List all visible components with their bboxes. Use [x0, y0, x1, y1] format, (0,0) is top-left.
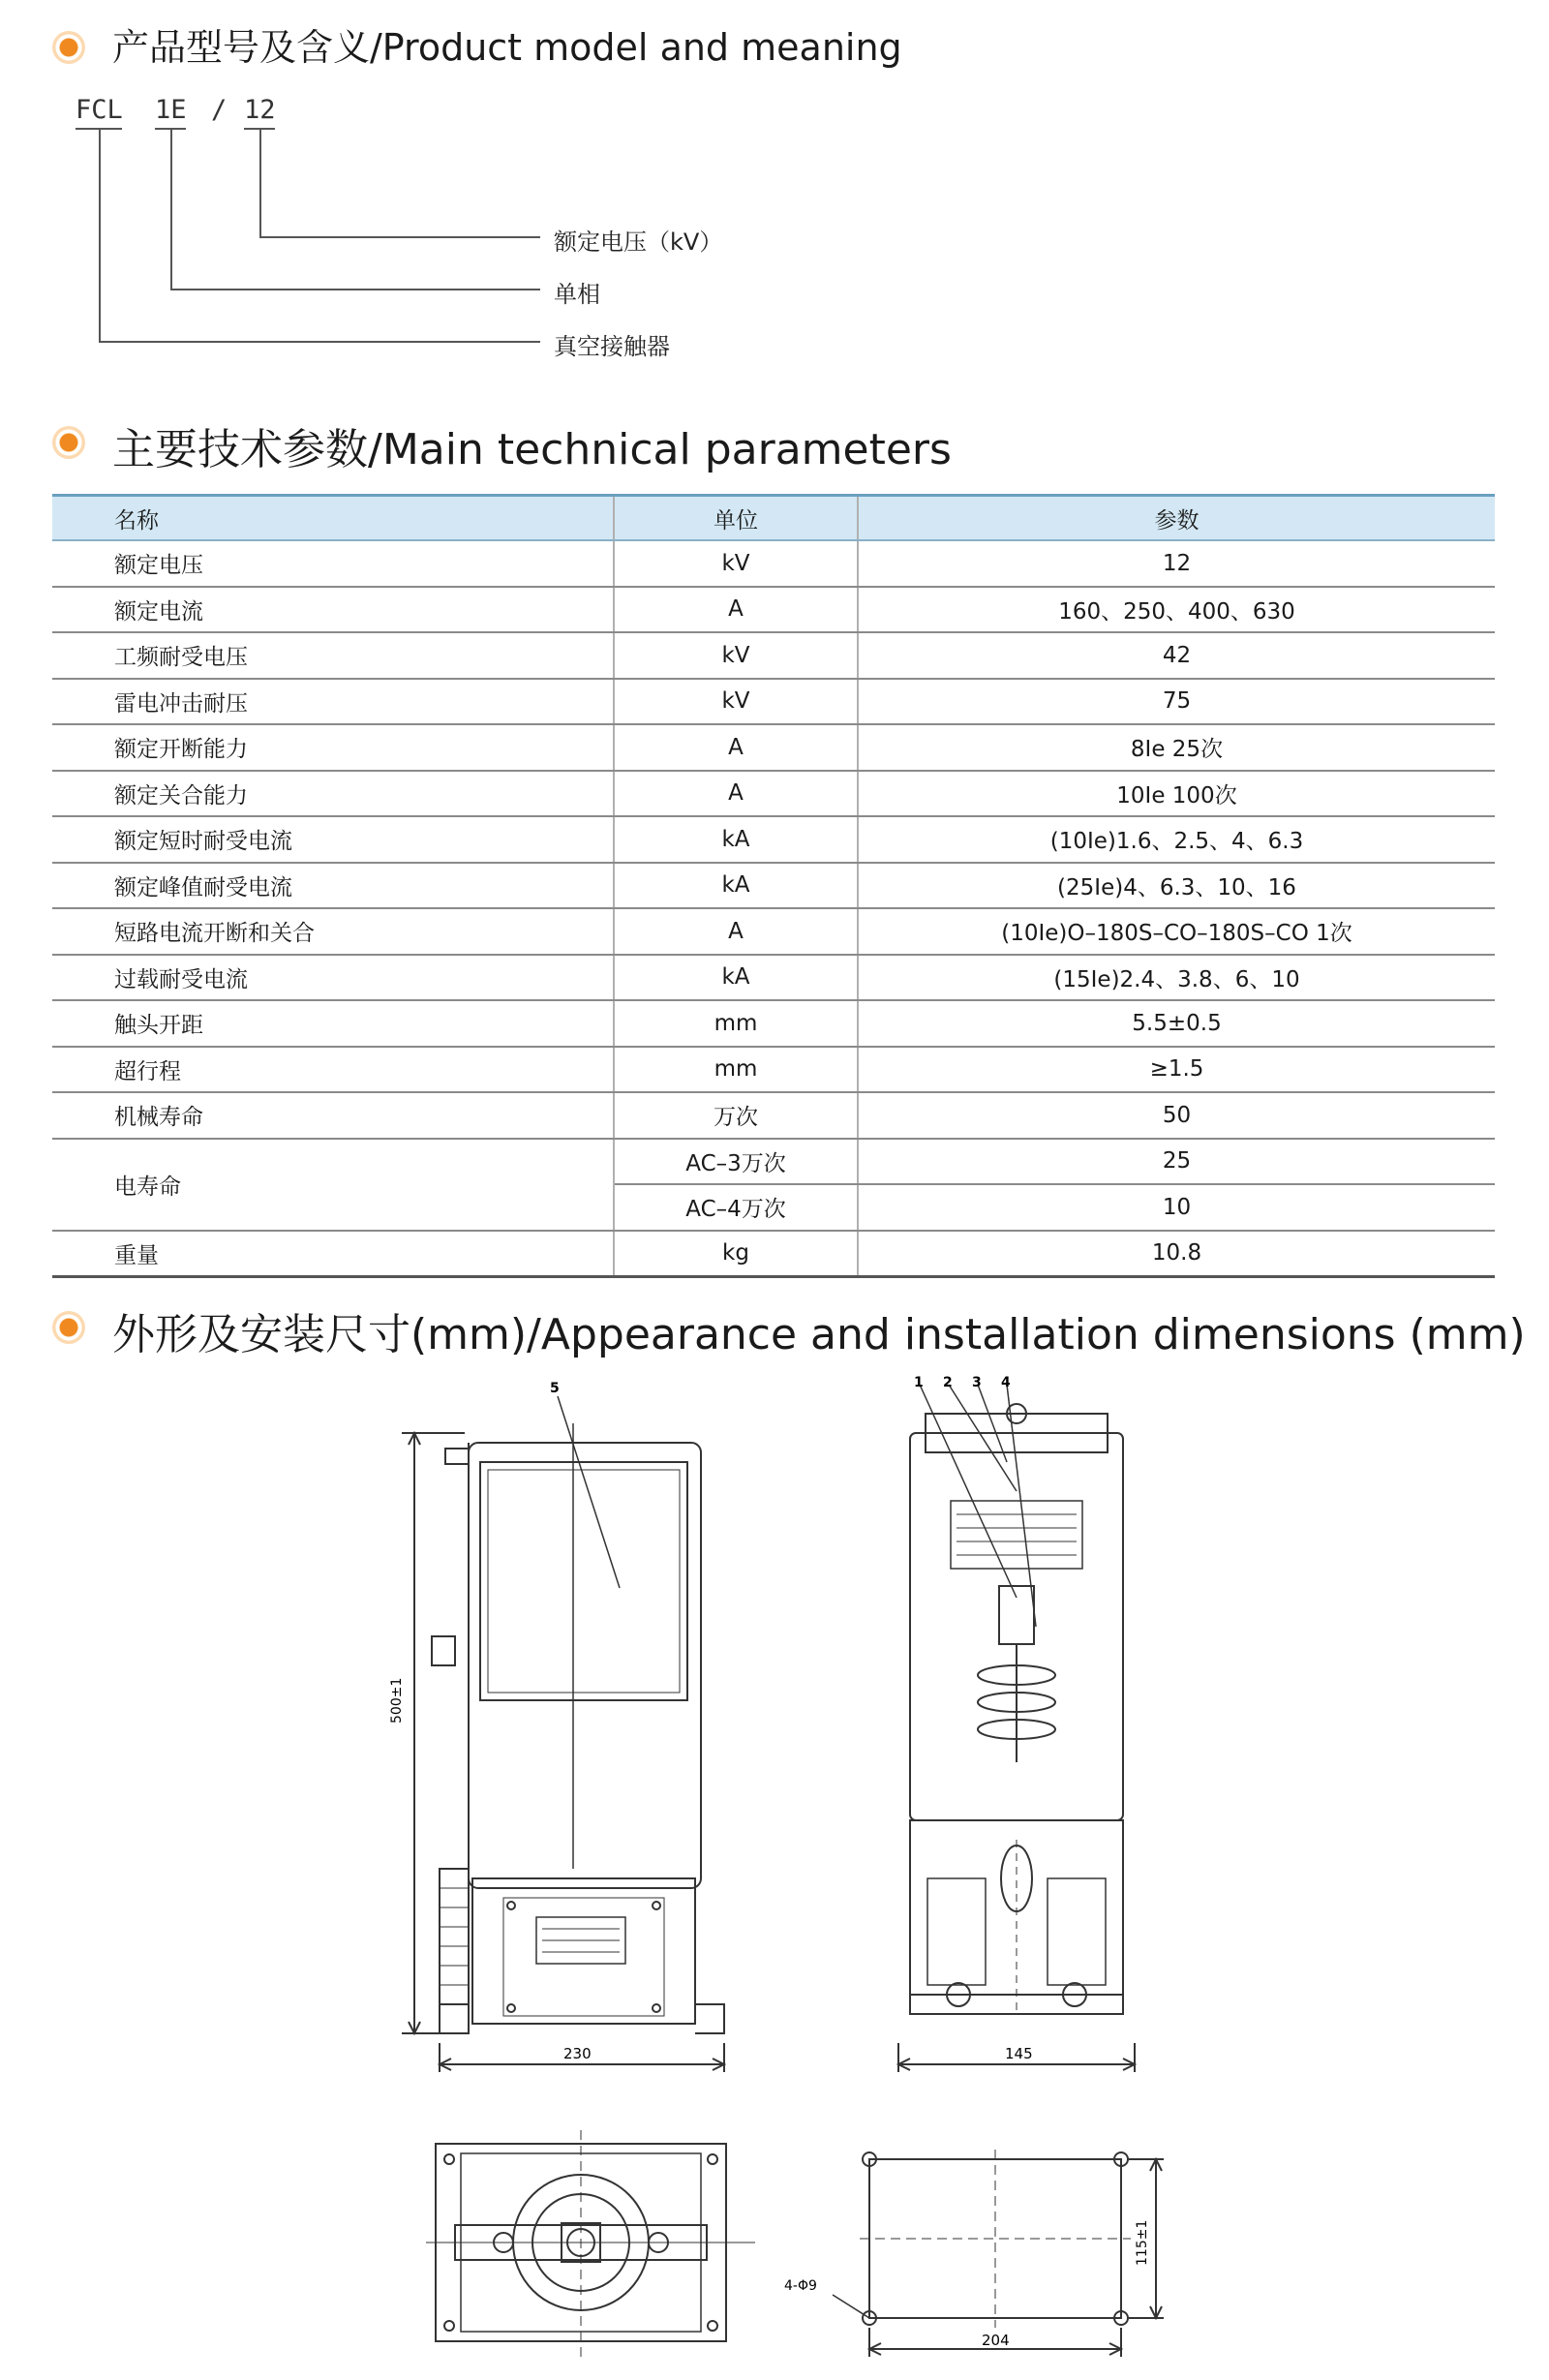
param-value: 160、250、400、630	[858, 587, 1495, 633]
table-row	[52, 1231, 1495, 1277]
table-row	[52, 1139, 1495, 1185]
param-unit: kV	[614, 679, 858, 725]
param-name: 额定关合能力	[52, 771, 614, 817]
front-part-number: 5	[550, 1381, 560, 1396]
side-width-label: 145	[1005, 2045, 1033, 2062]
param-name: 电寿命	[52, 1139, 614, 1231]
dimension-section-title: 外形及安装尺寸(mm)/Appearance and installation dimensions (mm)	[112, 1310, 1526, 1359]
side-part-number-3: 3	[972, 1375, 982, 1390]
param-unit: A	[614, 587, 858, 633]
model-section-title: 产品型号及含义/Product model and meaning	[112, 26, 902, 69]
param-value: 50	[858, 1092, 1495, 1139]
side-part-number-4: 4	[1001, 1375, 1011, 1390]
table-row	[52, 1092, 1495, 1139]
front-height-label: 500±1	[389, 1677, 405, 1724]
param-unit: kV	[614, 632, 858, 679]
param-name: 额定峰值耐受电流	[52, 863, 614, 909]
param-value: 42	[858, 632, 1495, 679]
param-unit: AC–4万次	[614, 1184, 858, 1231]
front-view-drawing	[387, 1375, 755, 2091]
param-value: 8Ie 25次	[858, 724, 1495, 771]
param-name: 工频耐受电压	[52, 632, 614, 679]
table-row	[52, 771, 1495, 817]
param-name: 过载耐受电流	[52, 955, 614, 1001]
section-bullet-icon	[52, 31, 85, 64]
param-unit: kV	[614, 540, 858, 587]
param-name: 机械寿命	[52, 1092, 614, 1139]
param-value: 75	[858, 679, 1495, 725]
label-rated-voltage: 额定电压（kV）	[554, 229, 723, 256]
param-unit: mm	[614, 1000, 858, 1047]
param-value: ≥1.5	[858, 1047, 1495, 1093]
label-single-phase: 单相	[554, 281, 600, 308]
side-part-number-1: 1	[914, 1375, 924, 1390]
model-code-phase: 1E	[155, 95, 187, 125]
param-value: 25	[858, 1139, 1495, 1185]
table-row	[52, 1000, 1495, 1047]
param-unit: kA	[614, 816, 858, 863]
mounting-holes-label: 4-Φ9	[784, 2278, 817, 2294]
param-value: (10Ie)1.6、2.5、4、6.3	[858, 816, 1495, 863]
param-name: 触头开距	[52, 1000, 614, 1047]
param-name: 雷电冲击耐压	[52, 679, 614, 725]
table-row	[52, 816, 1495, 863]
table-row	[52, 863, 1495, 909]
section-bullet-icon	[52, 1311, 85, 1344]
param-value: 10Ie 100次	[858, 771, 1495, 817]
model-code-voltage: 12	[244, 95, 276, 125]
param-value: 5.5±0.5	[858, 1000, 1495, 1047]
leader-line	[170, 128, 172, 290]
param-unit: A	[614, 771, 858, 817]
front-width-label: 230	[563, 2045, 592, 2062]
param-value: 10.8	[858, 1231, 1495, 1277]
param-name: 额定电流	[52, 587, 614, 633]
leader-line	[259, 236, 540, 238]
header-name: 名称	[52, 496, 614, 541]
section-bullet-icon	[52, 426, 85, 459]
param-name: 重量	[52, 1231, 614, 1277]
leader-line	[170, 289, 540, 290]
model-code-slash: /	[211, 95, 228, 125]
header-unit: 单位	[614, 496, 858, 541]
param-name: 短路电流开断和关合	[52, 908, 614, 955]
param-name: 额定电压	[52, 540, 614, 587]
table-row	[52, 908, 1495, 955]
mounting-view-drawing	[774, 2130, 1171, 2363]
header-value: 参数	[858, 496, 1495, 541]
table-header-row	[52, 496, 1495, 541]
table-row	[52, 724, 1495, 771]
param-unit: A	[614, 724, 858, 771]
table-row	[52, 955, 1495, 1001]
label-vacuum-contactor: 真空接触器	[554, 333, 670, 360]
param-unit: AC–3万次	[614, 1139, 858, 1185]
param-unit: mm	[614, 1047, 858, 1093]
leader-line	[99, 341, 540, 343]
top-view-drawing	[426, 2130, 755, 2363]
param-value: 12	[858, 540, 1495, 587]
table-row	[52, 679, 1495, 725]
param-name: 额定短时耐受电流	[52, 816, 614, 863]
param-unit: 万次	[614, 1092, 858, 1139]
leader-line	[259, 128, 261, 238]
param-unit: kA	[614, 863, 858, 909]
mounting-width-label: 204	[982, 2332, 1010, 2349]
param-value: (10Ie)O–180S–CO–180S–CO 1次	[858, 908, 1495, 955]
param-name: 超行程	[52, 1047, 614, 1093]
leader-line	[99, 128, 101, 343]
mounting-depth-label: 115±1	[1135, 2219, 1150, 2266]
params-section-title: 主要技术参数/Main technical parameters	[112, 425, 952, 474]
table-row	[52, 587, 1495, 633]
param-value: 10	[858, 1184, 1495, 1231]
table-row	[52, 540, 1495, 587]
param-unit: A	[614, 908, 858, 955]
param-value: (25Ie)4、6.3、10、16	[858, 863, 1495, 909]
param-unit: kg	[614, 1231, 858, 1277]
params-table	[52, 494, 1495, 1278]
table-row	[52, 1047, 1495, 1093]
side-view-drawing	[871, 1375, 1142, 2091]
side-part-number-2: 2	[943, 1375, 953, 1390]
table-row	[52, 632, 1495, 679]
param-name: 额定开断能力	[52, 724, 614, 771]
model-code-series: FCL	[76, 95, 123, 125]
param-value: (15Ie)2.4、3.8、6、10	[858, 955, 1495, 1001]
param-unit: kA	[614, 955, 858, 1001]
